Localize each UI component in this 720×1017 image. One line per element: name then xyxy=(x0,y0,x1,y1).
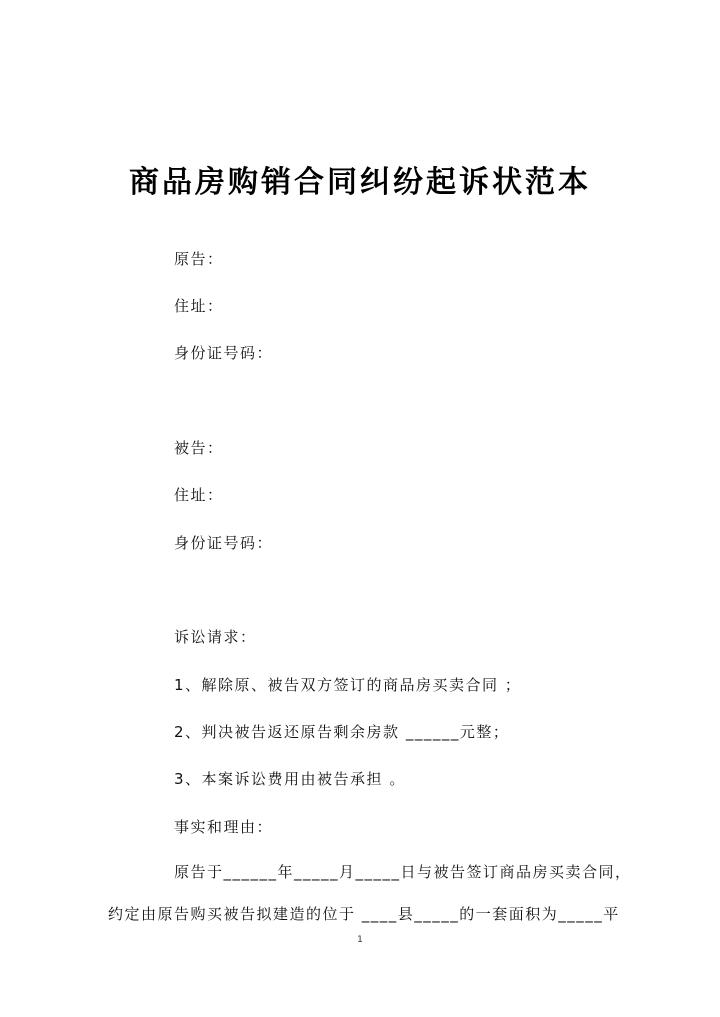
facts-paragraph-line: 约定由原告购买被告拟建造的位于 ____县_____的一套面积为_____平 xyxy=(108,905,620,923)
defendant-id-label: 身份证号码： xyxy=(174,534,274,552)
plaintiff-address-label: 住址： xyxy=(174,297,224,315)
facts-paragraph-line: 原告于______年_____月_____日与被告签订商品房买卖合同， xyxy=(174,863,632,881)
claims-heading: 诉讼请求： xyxy=(174,628,257,646)
defendant-address-label: 住址： xyxy=(174,486,224,504)
page-number: 1 xyxy=(357,935,363,945)
defendant-label: 被告： xyxy=(174,439,224,457)
facts-heading: 事实和理由： xyxy=(174,818,274,836)
claim-item: 1、解除原、被告双方签订的商品房买卖合同 ； xyxy=(174,676,522,694)
plaintiff-id-label: 身份证号码： xyxy=(174,344,274,362)
claim-item: 3、本案诉讼费用由被告承担 。 xyxy=(174,770,406,788)
plaintiff-label: 原告： xyxy=(174,250,224,268)
claim-item: 2、判决被告返还原告剩余房款 ______元整； xyxy=(174,723,510,741)
document-title: 商品房购销合同纠纷起诉状范本 xyxy=(129,165,591,200)
